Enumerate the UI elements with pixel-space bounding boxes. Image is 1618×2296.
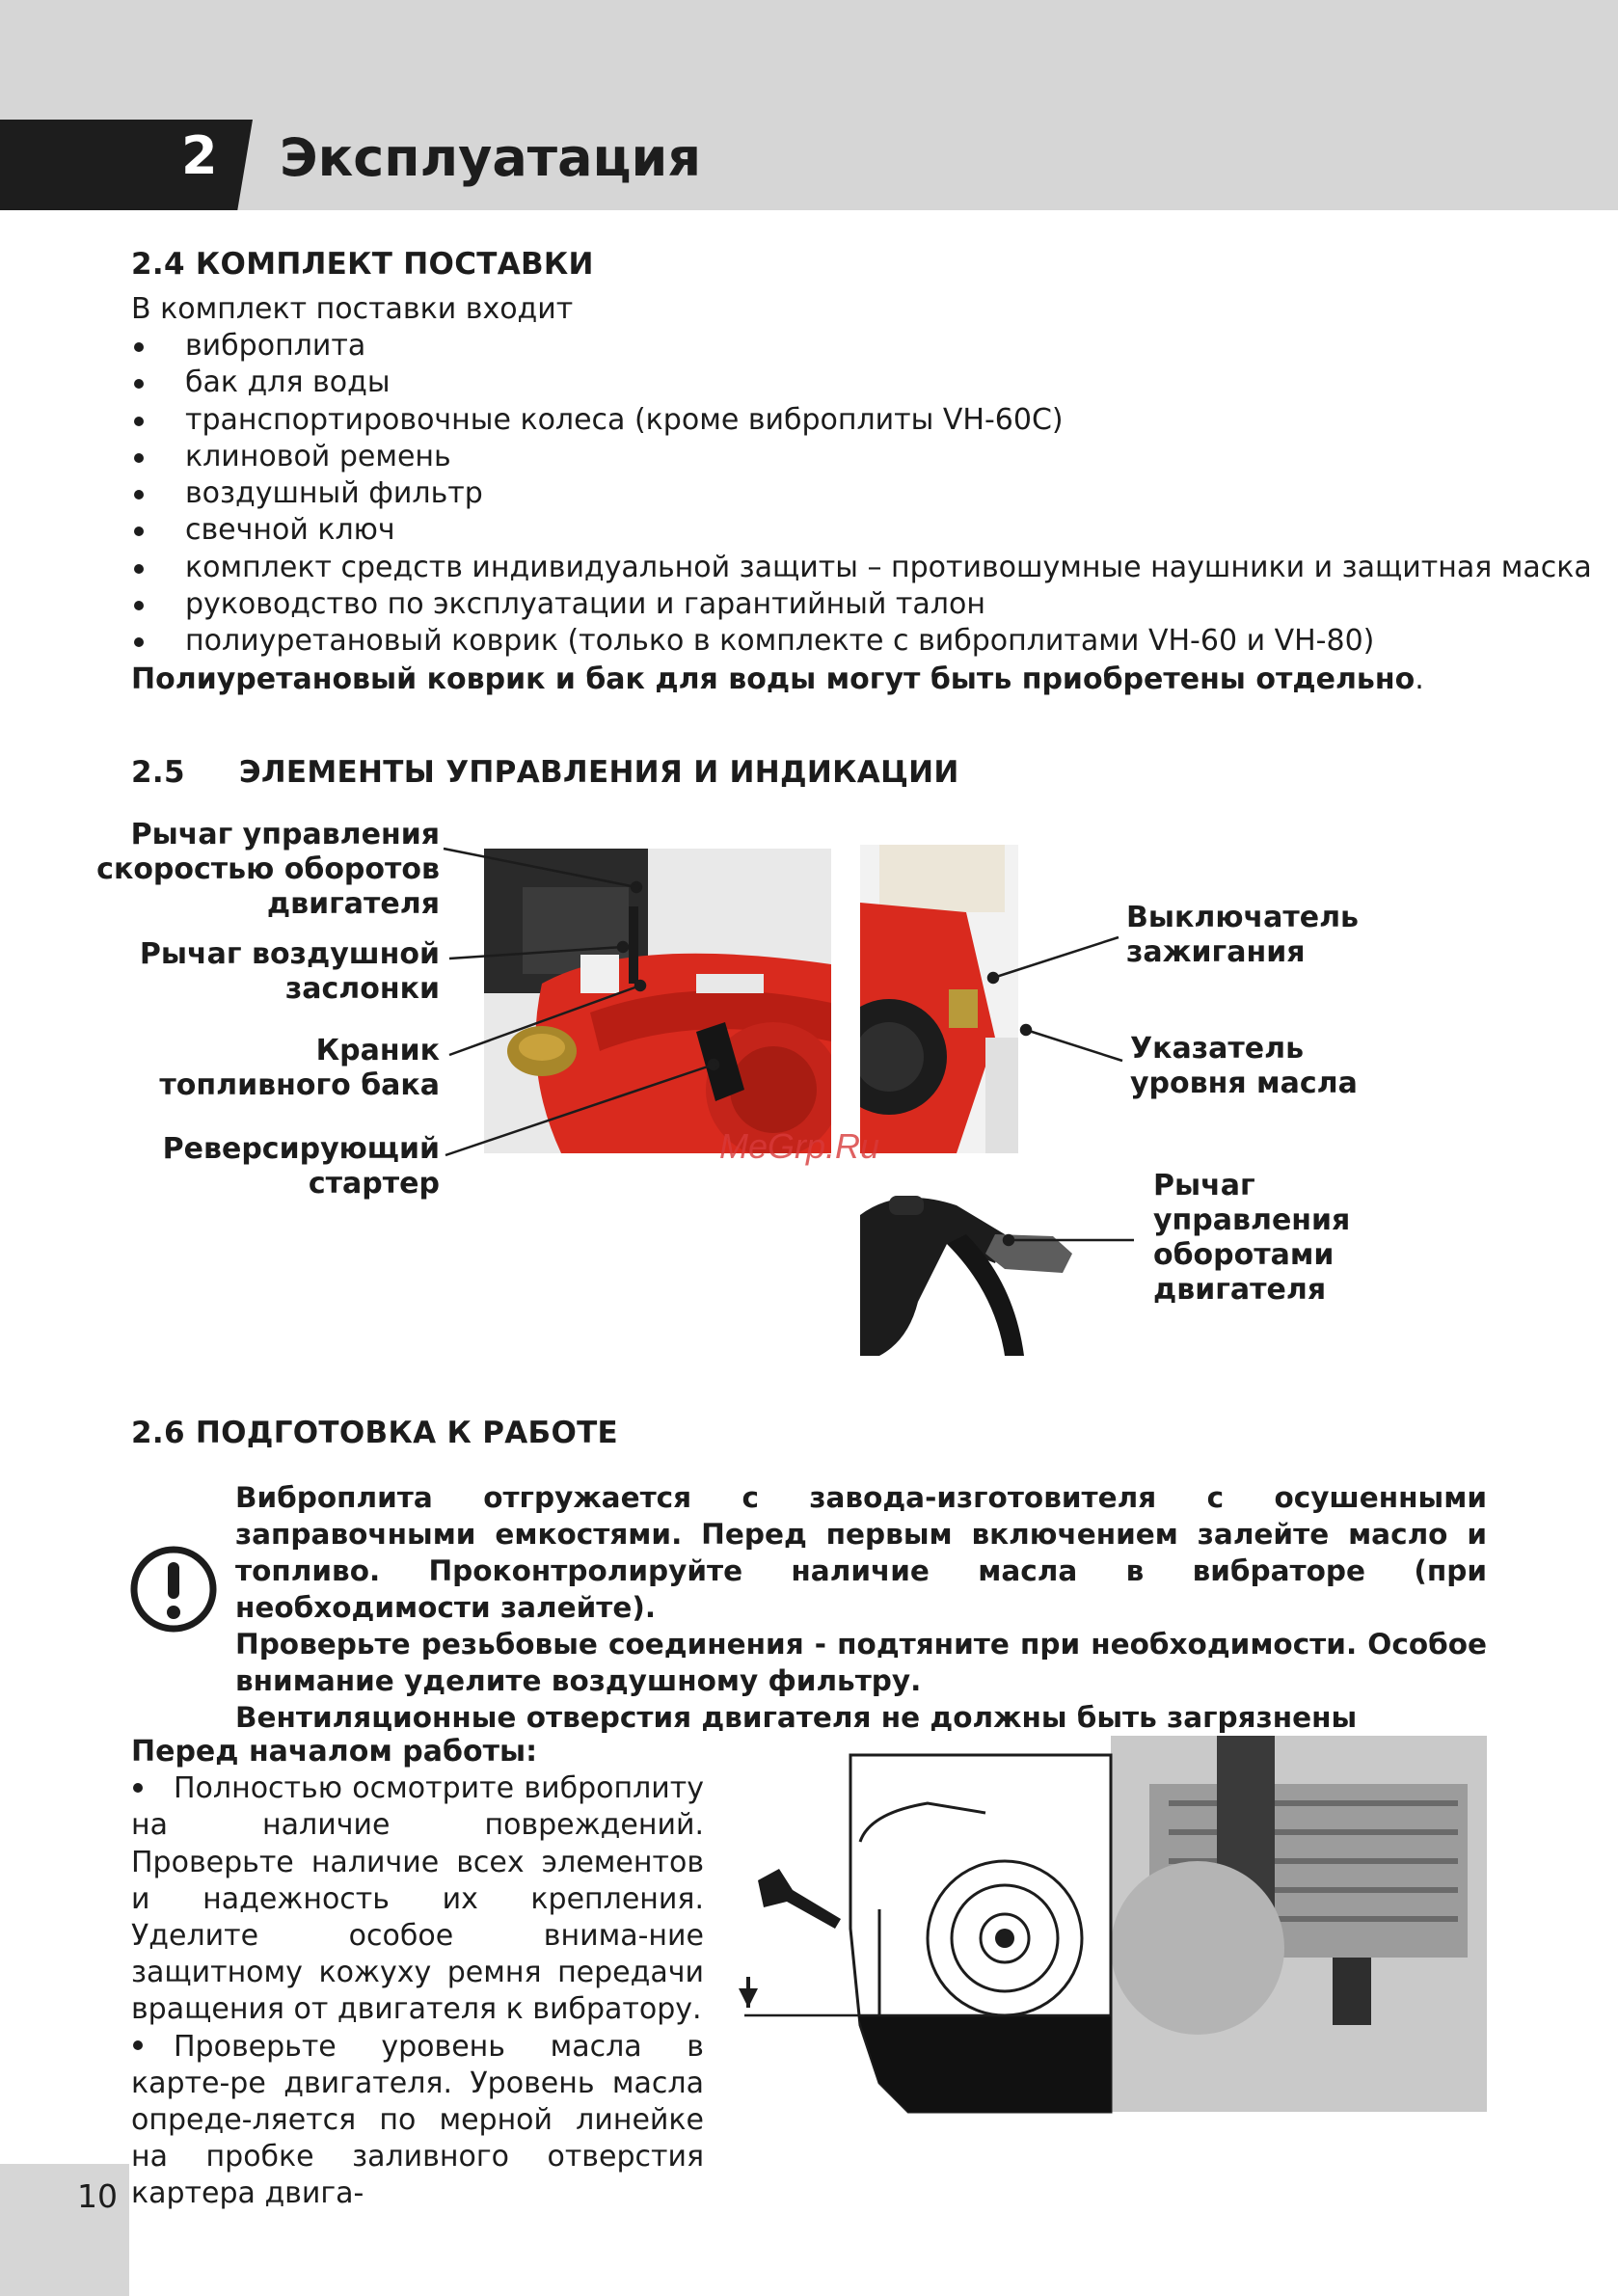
list-item: свечной ключ (131, 512, 1592, 549)
list-item: бак для воды (131, 365, 1592, 401)
list-item: Полностью осмотрите виброплиту на наличие повреждений. Проверьте наличие всех элементов и надежность их крепления. Уделите особое внима-ние защитному кожуху ремня передачи вращения от двигателя к вибратору. (131, 1771, 704, 2027)
list-item: Проверьте уровень масла в карте-ре двигателя. Уровень масла опреде-ляется по мерной линейке на пробке заливного отверстия картера двига- (131, 2029, 704, 2211)
label-recoil-starter: Реверсирующий стартер (162, 1132, 440, 1201)
page-number: 10 (77, 2177, 118, 2215)
label-throttle-lever: Рычаг управления скоростью оборотов двигателя (96, 818, 440, 921)
list-item: транспортировочные колеса (кроме виброплиты VH-60C) (131, 402, 1592, 439)
list-item: клиновой ремень (131, 439, 1592, 475)
label-oil-indicator: Указатель уровня масла (1130, 1032, 1358, 1100)
list-item: комплект средств индивидуальной защиты – противошумные наушники и защитная маска (131, 550, 1592, 586)
label-ignition-switch: Выключатель зажигания (1126, 901, 1360, 969)
label-rpm-lever: Рычаг управления оборотами двигателя (1153, 1169, 1351, 1307)
before-work-title: Перед началом работы: (131, 1735, 538, 1769)
label-fuel-valve: Краник топливного бака (159, 1034, 440, 1102)
chapter-number: 2 (181, 125, 218, 186)
section-intro: В комплект поставки входит (131, 292, 574, 326)
section-heading-2-5: 2.5 ЭЛЕМЕНТЫ УПРАВЛЕНИЯ И ИНДИКАЦИИ (131, 755, 959, 790)
list-item: виброплита (131, 328, 1592, 365)
oil-level-illustration (735, 1736, 1487, 2141)
section-heading-2-6: 2.6 ПОДГОТОВКА К РАБОТЕ (131, 1416, 619, 1450)
label-choke-lever: Рычаг воздушной заслонки (139, 937, 440, 1006)
before-work-column (131, 1734, 704, 2213)
delivery-note: Полиуретановый коврик и бак для воды могут быть приобретены отдельно. (131, 662, 1424, 696)
warning-text: Виброплита отгружается с завода-изготовителя с осушенными заправочными емкостями. Перед первым включением залейте масло и топливо. Проконтролируйте наличие масла в вибраторе (при необходимости залейте). Проверьте резьбовые соединения - подтяните при необходимости. Особое внимание уделите воздушному фильтру. Вентиляционные отверстия двигателя не должны быть загрязнены (235, 1481, 1487, 1734)
section-heading-2-4: 2.4 КОМПЛЕКТ ПОСТАВКИ (131, 247, 594, 282)
warning-exclamation-icon (129, 1545, 218, 1634)
list-item: полиуретановый коврик (только в комплекте с виброплитами VH-60 и VH-80) (131, 623, 1592, 660)
watermark: MeGrp.Ru (719, 1126, 880, 1166)
list-item: руководство по эксплуатации и гарантийный талон (131, 586, 1592, 623)
chapter-title: Эксплуатация (280, 127, 702, 188)
list-item: воздушный фильтр (131, 475, 1592, 512)
